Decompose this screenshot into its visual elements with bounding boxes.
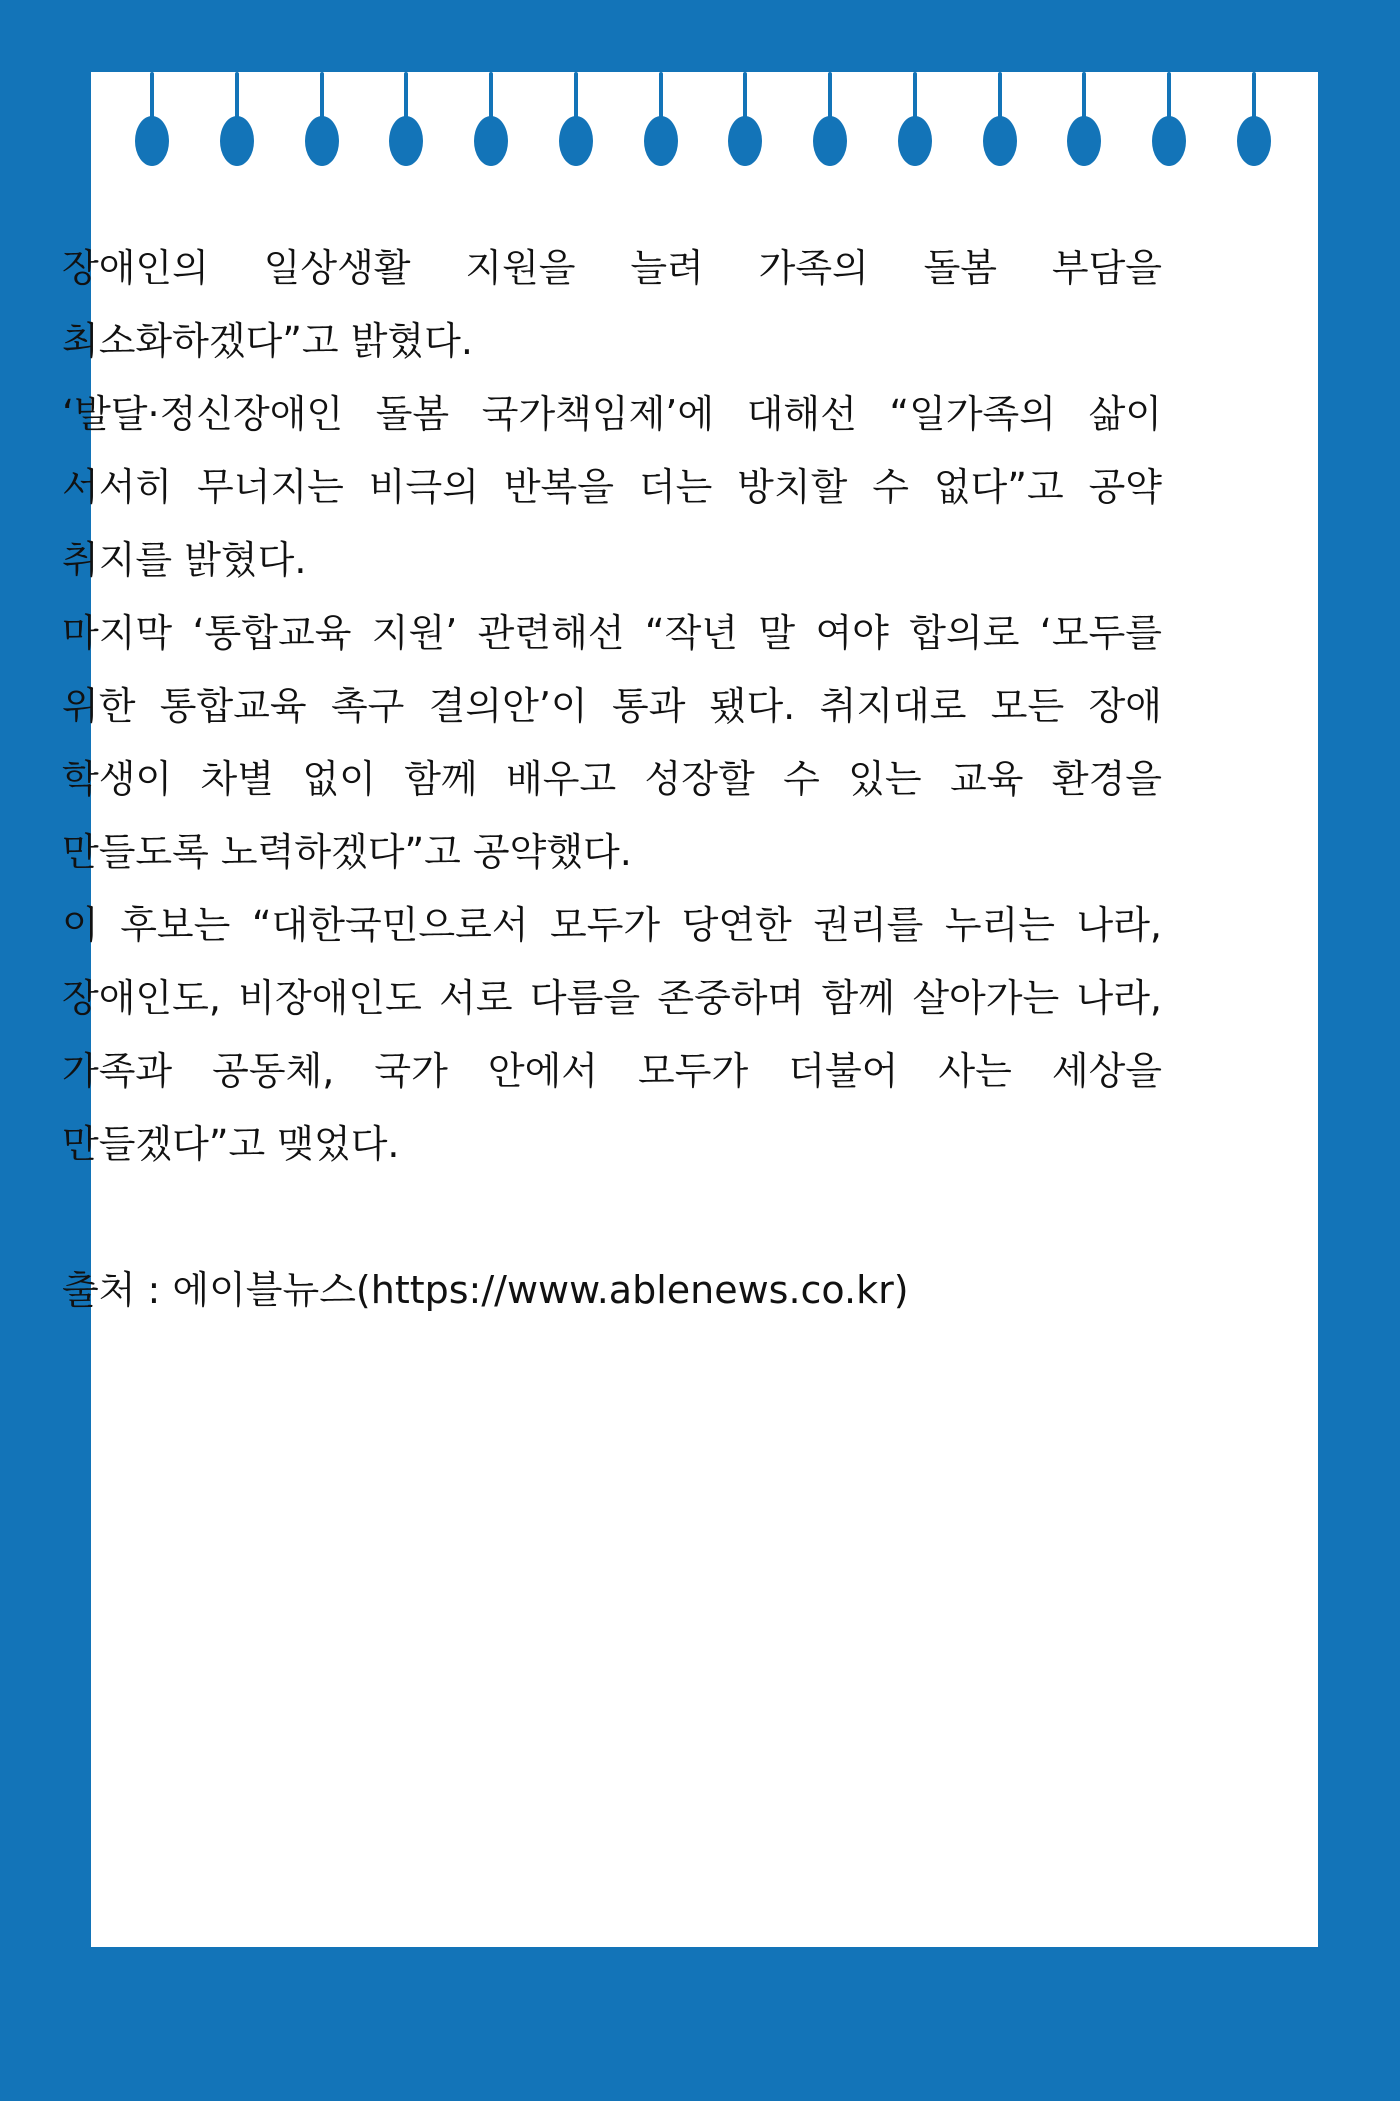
binder-ring: [898, 72, 932, 168]
binder-ring: [220, 72, 254, 168]
binder-ring: [305, 72, 339, 168]
article-paragraph: 장애인의 일상생활 지원을 늘려 가족의 돌봄 부담을 최소화하겠다”고 밝혔다.: [62, 246, 1162, 363]
binder-rings: [91, 72, 1318, 242]
binder-ring: [1237, 72, 1271, 168]
article-paragraph: ‘발달·정신장애인 돌봄 국가책임제’에 대해선 “일가족의 삶이 서서히 무너지는 비극의 반복을 더는 방치할 수 없다”고 공약 취지를 밝혔다.: [62, 392, 1162, 582]
binder-ring: [644, 72, 678, 168]
binder-ring: [559, 72, 593, 168]
binder-ring: [983, 72, 1017, 168]
binder-ring: [1152, 72, 1186, 168]
binder-ring: [813, 72, 847, 168]
binder-ring: [135, 72, 169, 168]
binder-ring: [389, 72, 423, 168]
article-paragraph: 이 후보는 “대한국민으로서 모두가 당연한 권리를 누리는 나라,장애인도, 비장애인도 서로 다름을 존중하며 함께 살아가는 나라, 가족과 공동체, 국가 안에서 모두가 더불어 사는 세상을 만들겠다”고 맺었다.: [62, 903, 1162, 1166]
binder-ring: [474, 72, 508, 168]
binder-ring: [728, 72, 762, 168]
source-citation: 출처 : 에이블뉴스(https://www.ablenews.co.kr): [62, 1268, 909, 1312]
binder-ring: [1067, 72, 1101, 168]
article-body: [62, 232, 1162, 1327]
article-paragraph: 마지막 ‘통합교육 지원’ 관련해선 “작년 말 여야 합의로 ‘모두를 위한 통합교육 촉구 결의안’이 통과 됐다. 취지대로 모든 장애 학생이 차별 없이 함께 배우고 성장할 수 있는 교육 환경을 만들도록 노력하겠다”고 공약했다.: [62, 611, 1162, 874]
